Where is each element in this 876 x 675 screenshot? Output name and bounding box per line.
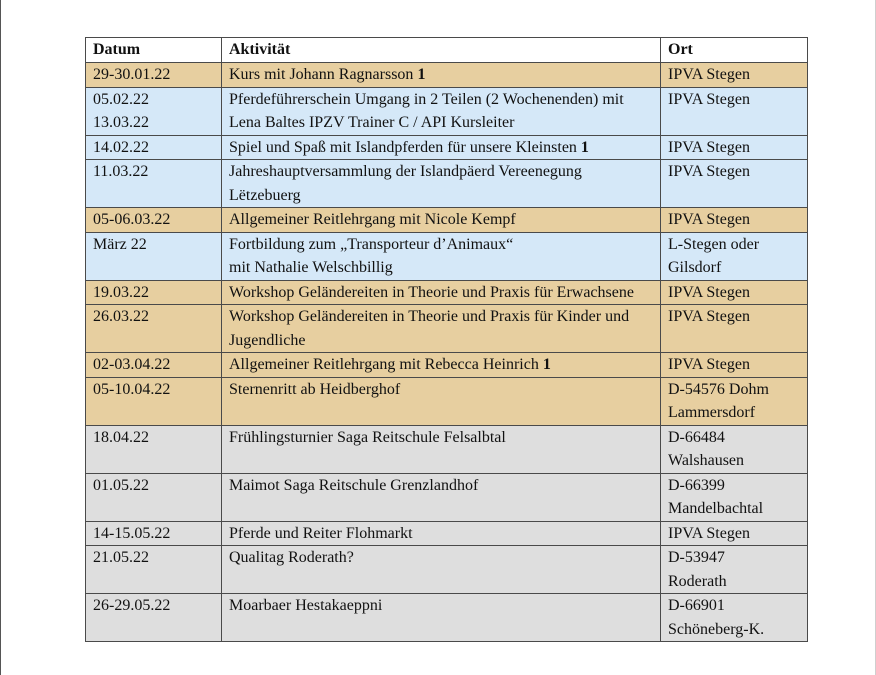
- table-row: [86, 594, 808, 642]
- activity-text: Allgemeiner Reitlehrgang mit Rebecca Heinrich: [229, 356, 539, 373]
- cell-activity: Maimot Saga Reitschule Grenzlandhof: [222, 473, 661, 521]
- event-schedule-table: [85, 37, 808, 642]
- cell-place: IPVA Stegen: [661, 160, 808, 208]
- place-line-1: D-54576 Dohm: [668, 380, 769, 398]
- table-row: [86, 353, 808, 378]
- cell-date: 02-03.04.22: [86, 353, 222, 378]
- table-header-row: [86, 38, 808, 63]
- footnote-marker: 1: [580, 138, 589, 156]
- table-row: [86, 425, 808, 473]
- place-line-2: Mandelbachtal: [668, 500, 764, 517]
- cell-activity: Pferdeführerschein Umgang in 2 Teilen (2 Wochenenden) mit Lena Baltes IPZV Trainer C / API Kursleiter: [222, 87, 661, 135]
- place-line-1: D-66901: [668, 597, 725, 614]
- place-line-2: Walshausen: [668, 452, 745, 469]
- cell-place: IPVA Stegen: [661, 87, 808, 135]
- table-row: [86, 160, 808, 208]
- table-row: [86, 377, 808, 425]
- cell-activity: Allgemeiner Reitlehrgang mit Nicole Kempf: [222, 208, 661, 233]
- header-place: Ort: [661, 38, 808, 63]
- cell-date: 19.03.22: [86, 280, 222, 305]
- table-row: [86, 473, 808, 521]
- cell-activity: Moarbaer Hestakaeppni: [222, 594, 661, 642]
- cell-place: IPVA Stegen: [661, 63, 808, 88]
- header-date: Datum: [86, 38, 222, 63]
- cell-place: IPVA Stegen: [661, 208, 808, 233]
- cell-date: 18.04.22: [86, 425, 222, 473]
- activity-line-2: mit Nathalie Welschbillig: [229, 259, 393, 276]
- cell-date: 26.03.22: [86, 305, 222, 353]
- place-line-1: D-66484: [668, 428, 725, 446]
- cell-date: 26-29.05.22: [86, 594, 222, 642]
- cell-date: 14-15.05.22: [86, 521, 222, 546]
- place-line-1: D-53947: [668, 549, 725, 566]
- activity-text: Kurs mit Johann Ragnarsson: [229, 66, 414, 83]
- cell-date: 29-30.01.22: [86, 63, 222, 88]
- cell-date: März 22: [86, 232, 222, 280]
- table-row: [86, 280, 808, 305]
- cell-activity: [222, 135, 661, 160]
- cell-activity: Pferde und Reiter Flohmarkt: [222, 521, 661, 546]
- cell-activity: [222, 63, 661, 88]
- cell-activity: [222, 353, 661, 378]
- footnote-marker: 1: [417, 66, 426, 83]
- cell-activity: Workshop Geländereiten in Theorie und Praxis für Erwachsene: [222, 280, 661, 305]
- page-left-edge: [0, 0, 1, 675]
- cell-place: [661, 594, 808, 642]
- place-line-1: D-66399: [668, 476, 725, 494]
- cell-date: 21.05.22: [86, 546, 222, 594]
- cell-place: [661, 425, 808, 473]
- cell-activity: Jahreshauptversammlung der Islandpäerd Vereenegung Lëtzebuerg: [222, 160, 661, 208]
- cell-date: [86, 87, 222, 135]
- cell-date: 05-10.04.22: [86, 377, 222, 425]
- place-line-2: Schöneberg-K.: [668, 620, 765, 638]
- cell-place: IPVA Stegen: [661, 305, 808, 353]
- cell-place: [661, 473, 808, 521]
- header-activity: Aktivität: [222, 38, 661, 63]
- cell-place: [661, 546, 808, 594]
- cell-activity: Sternenritt ab Heidberghof: [222, 377, 661, 425]
- cell-date: 14.02.22: [86, 135, 222, 160]
- place-line-2: Lammersdorf: [668, 404, 756, 421]
- cell-place: IPVA Stegen: [661, 280, 808, 305]
- table-row: [86, 305, 808, 353]
- table-row: [86, 135, 808, 160]
- table-row: [86, 546, 808, 594]
- cell-place: IPVA Stegen: [661, 135, 808, 160]
- table-row: [86, 521, 808, 546]
- table-row: [86, 208, 808, 233]
- place-line-2: Roderath: [668, 572, 727, 590]
- activity-line-1: Fortbildung zum „Transporteur d’Animaux“: [229, 235, 514, 253]
- date-line-1: 05.02.22: [93, 90, 149, 108]
- cell-activity: [222, 232, 661, 280]
- table-row: [86, 63, 808, 88]
- date-line-2: 13.03.22: [93, 114, 149, 131]
- table-row: [86, 87, 808, 135]
- cell-date: 01.05.22: [86, 473, 222, 521]
- cell-place: [661, 377, 808, 425]
- cell-activity: Workshop Geländereiten in Theorie und Praxis für Kinder und Jugendliche: [222, 305, 661, 353]
- activity-text: Spiel und Spaß mit Islandpferden für unsere Kleinsten: [229, 138, 577, 156]
- table-row: [86, 232, 808, 280]
- cell-place: L-Stegen oder Gilsdorf: [661, 232, 808, 280]
- cell-activity: Qualitag Roderath?: [222, 546, 661, 594]
- cell-activity: Frühlingsturnier Saga Reitschule Felsalbtal: [222, 425, 661, 473]
- cell-place: IPVA Stegen: [661, 521, 808, 546]
- cell-date: 11.03.22: [86, 160, 222, 208]
- footnote-marker: 1: [542, 356, 551, 373]
- cell-place: IPVA Stegen: [661, 353, 808, 378]
- cell-date: 05-06.03.22: [86, 208, 222, 233]
